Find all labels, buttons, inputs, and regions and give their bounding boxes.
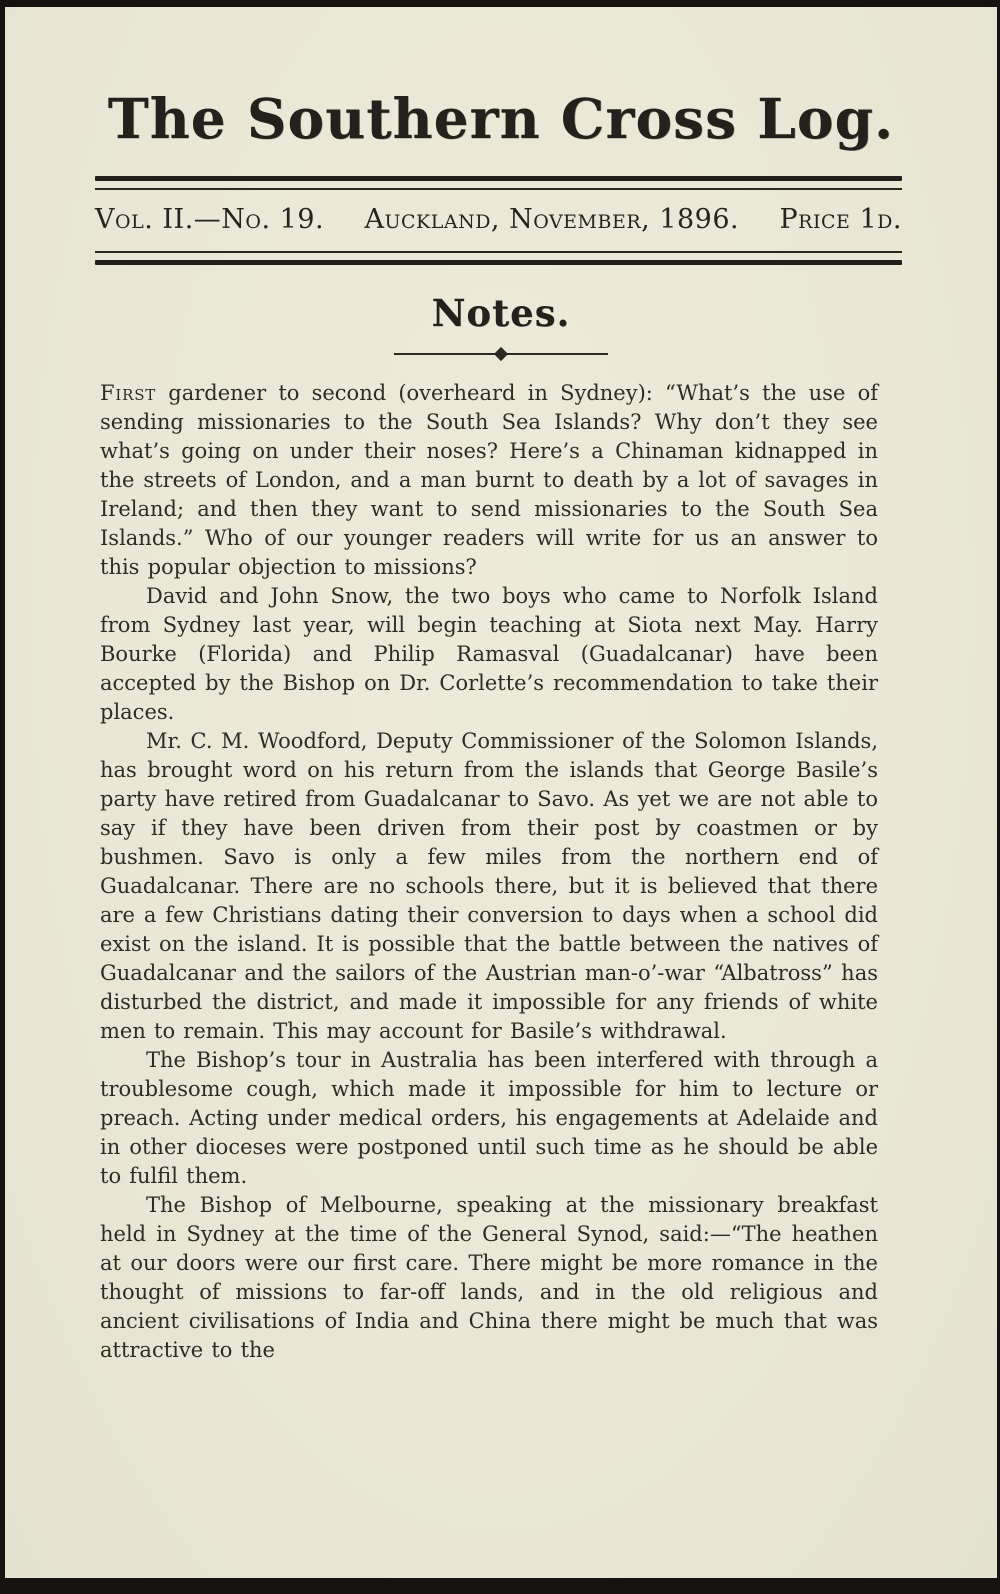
- paragraph-first-gardener: [100, 379, 878, 582]
- paragraph-bishops-tour: The Bishop’s tour in Australia has been interfered with through a troublesome cough, which made it impossible for him to lecture or preach. Acting under medical orders, his engagements at Adelaide and in other dioceses were postponed until such time as he should be able to fulfil them.: [100, 1047, 878, 1188]
- paragraph-bishop-of-melbourne: The Bishop of Melbourne, speaking at the missionary breakfast held in Sydney at the time of the General Synod, said:—“The heathen at our doors were our first care. There might be more romance in the thought of missions to far-off lands, and in the old religious and ancient civilisations of India and China there might be much that was attractive to the: [100, 1192, 878, 1362]
- issue-double-rule: [95, 251, 902, 265]
- notes-section-heading: Notes.: [431, 290, 571, 335]
- rule-gap: [95, 253, 902, 260]
- lead-word-small-caps: First: [100, 380, 157, 405]
- paragraph-woodford-solomon-islands: Mr. C. M. Woodford, Deputy Commissioner of the Solomon Islands, has brought word on his return from the islands that George Basile’s party have retired from Guadalcanar to Savo. As yet we are not able to say if they have been driven from their post by coastmen or by bushmen. Savo is only a few miles from the northern end of Guadalcanar. There are no schools there, but it is believed that there are a few Christians dating their conversion to days when a school did exist on the island. It is possible that the battle between the natives of Guadalcanar and the sailors of the Austrian man-o’-war “Albatross” has disturbed the district, and made it impossible for any friends of white men to remain. This may account for Basile’s withdrawal.: [100, 728, 878, 1043]
- divider-line-left: [394, 353, 498, 355]
- place-and-date: Auckland, November, 1896.: [364, 203, 740, 235]
- issue-info-line: [95, 204, 902, 235]
- price-label: Price 1d.: [779, 203, 902, 235]
- notes-body-text: [100, 379, 878, 1365]
- notes-divider-ornament: [5, 349, 997, 359]
- masthead-title: The Southern Cross Log.: [107, 86, 895, 151]
- divider-line-right: [504, 353, 608, 355]
- volume-number: Vol. II.—No. 19.: [95, 203, 325, 235]
- paragraph-text: gardener to second (overheard in Sydney): “What’s the use of sending missionaries to the South Sea Islands? Why don’t they see what’s going on under their noses? Here’s a Chinaman kidnapped in the streets of London, and a man burnt to death by a lot of savages in Ireland; and then they want to send missionaries to the South Sea Islands.” Who of our younger readers will write for us an answer to this popular objection to missions?: [100, 380, 878, 579]
- diamond-ornament-icon: [494, 346, 508, 360]
- masthead-rule-thin: [95, 188, 902, 190]
- paragraph-david-john-snow: David and John Snow, the two boys who came to Norfolk Island from Sydney last year, will begin teaching at Siota next May. Harry Bourke (Florida) and Philip Ramasval (Guadalcanar) have been accepted by the Bishop on Dr. Corlette’s recommendation to take their places.: [100, 583, 878, 724]
- issue-rule-thick: [95, 260, 902, 265]
- rule-gap: [95, 181, 902, 188]
- periodical-page: [5, 7, 997, 1578]
- masthead-double-rule: [95, 176, 902, 190]
